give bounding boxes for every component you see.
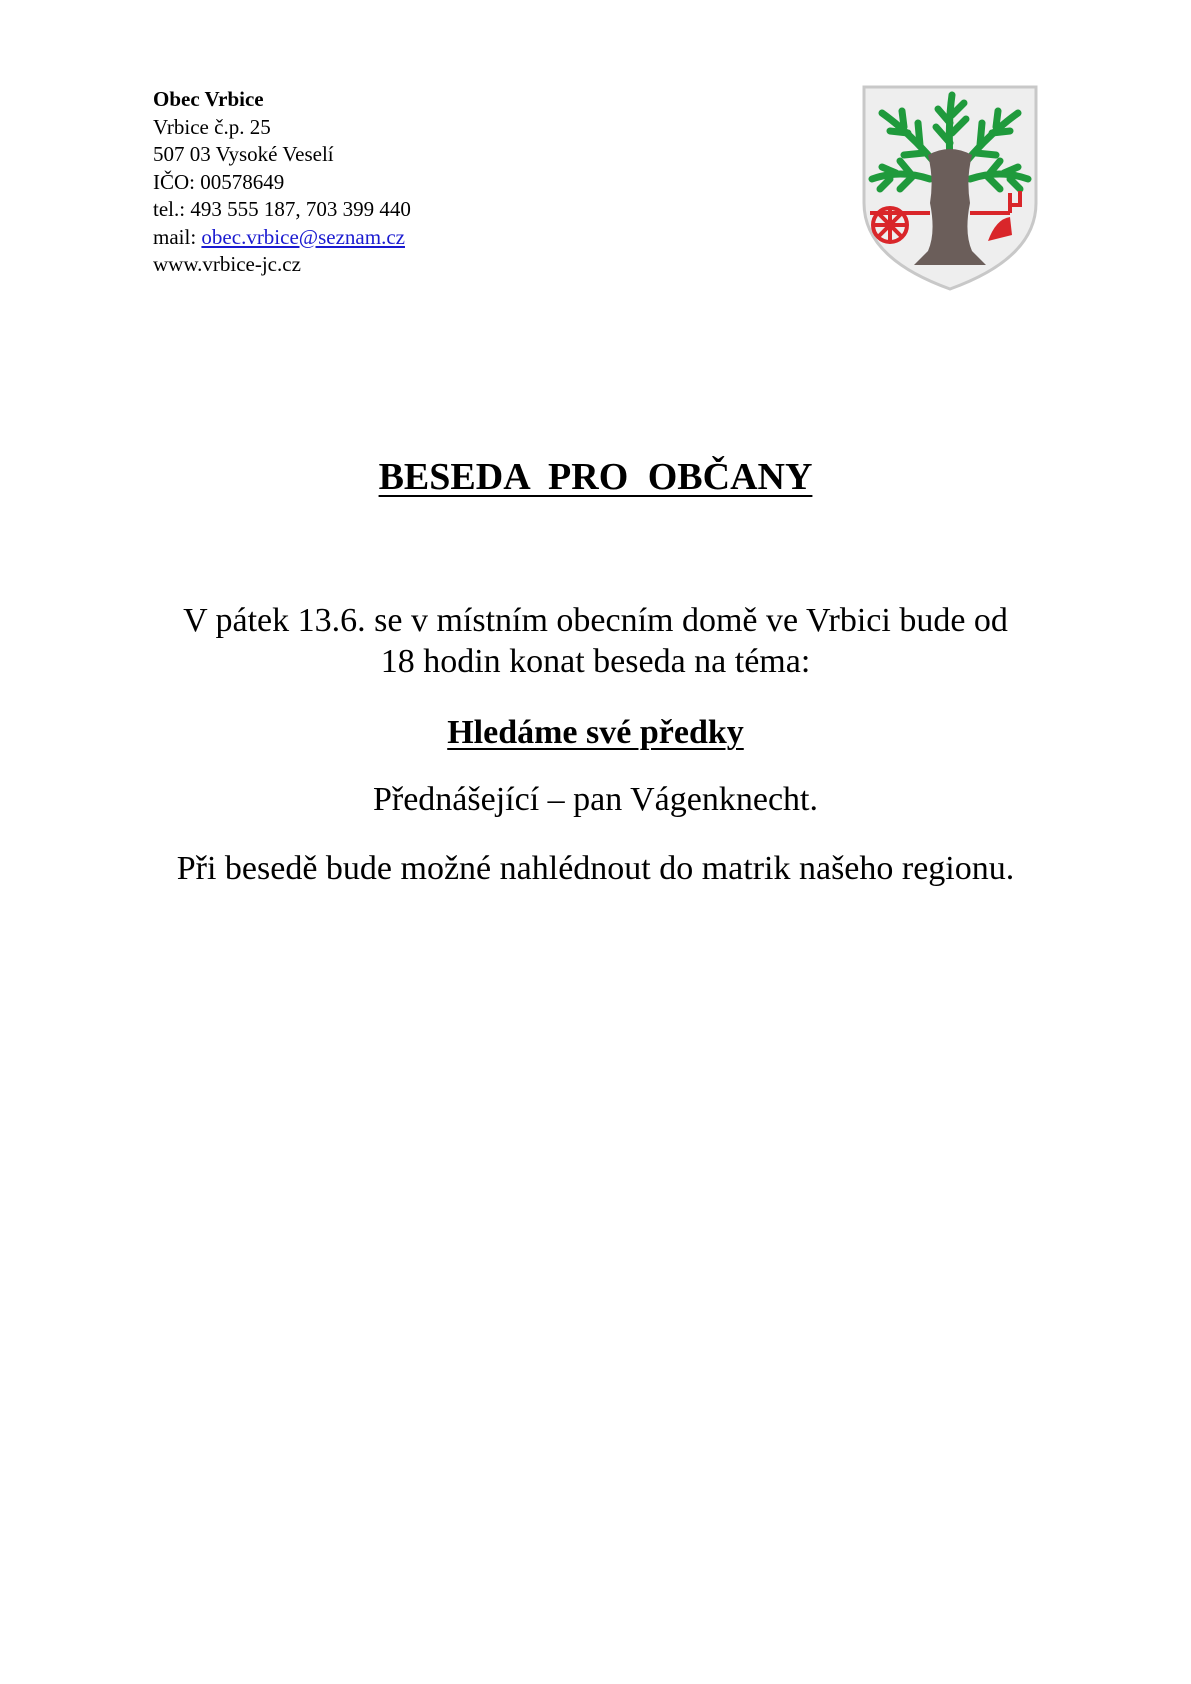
mail-line — [153, 224, 411, 252]
address-line: Vrbice č.p. 25 — [153, 114, 271, 139]
coat-of-arms-icon — [860, 83, 1040, 293]
phone-line: tel.: 493 555 187, 703 399 440 — [153, 197, 411, 221]
announcement-line-2: 18 hodin konat beseda na téma: — [380, 643, 811, 680]
website-line: www.vrbice-jc.cz — [153, 252, 301, 276]
event-announcement — [0, 600, 1191, 682]
note-line: Při besedě bude možné nahlédnout do matrik našeho regionu. — [176, 850, 1015, 887]
speaker-line: Přednášející – pan Vágenknecht. — [372, 781, 818, 818]
mail-label: mail: — [153, 224, 202, 249]
email-link[interactable]: obec.vrbice@seznam.cz — [201, 224, 405, 249]
document-title: BESEDA PRO OBČANY — [378, 456, 813, 498]
ico-line: IČO: 00578649 — [153, 169, 285, 194]
organization-name: Obec Vrbice — [153, 87, 264, 111]
city-line: 507 03 Vysoké Veselí — [153, 142, 334, 166]
announcement-line-1: V pátek 13.6. se v místním obecním domě ve Vrbici bude od — [183, 602, 1008, 639]
event-topic: Hledáme své předky — [447, 714, 744, 751]
municipality-header — [153, 86, 411, 279]
